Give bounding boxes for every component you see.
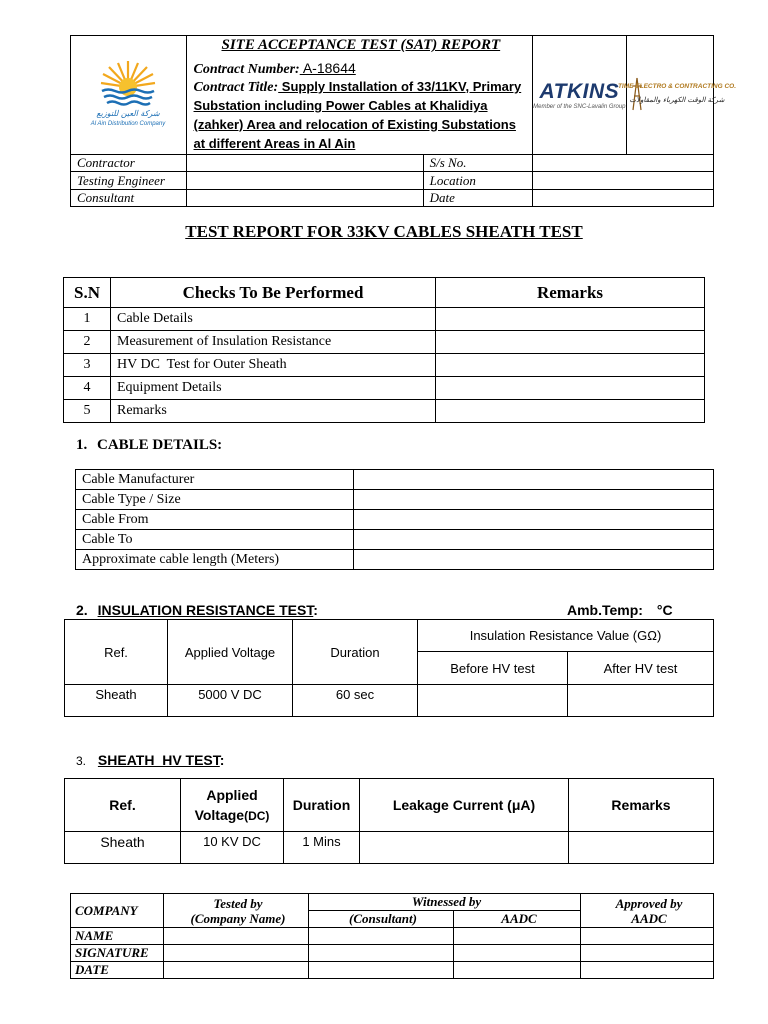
section-2-heading: 2. INSULATION RESISTANCE TEST: bbox=[76, 602, 318, 618]
consultant-value[interactable] bbox=[186, 190, 423, 207]
cable-length-value[interactable] bbox=[354, 550, 714, 570]
witnessed-by-header: Witnessed by bbox=[309, 894, 581, 911]
table-row bbox=[65, 832, 714, 864]
ir-after-cell[interactable] bbox=[568, 685, 714, 717]
atkins-logo: ATKINS Member of the SNC-Lavalin Group bbox=[533, 36, 626, 155]
ss-no-label: S/s No. bbox=[423, 155, 533, 172]
signature-consultant-cell[interactable] bbox=[309, 945, 454, 962]
name-label: NAME bbox=[71, 928, 164, 945]
hv-leakage-cell[interactable] bbox=[360, 832, 569, 864]
remarks-cell[interactable] bbox=[436, 400, 705, 423]
table-row bbox=[64, 308, 705, 331]
ir-col-before: Before HV test bbox=[418, 652, 568, 685]
cable-from-value[interactable] bbox=[354, 510, 714, 530]
testing-engineer-value[interactable] bbox=[186, 172, 423, 190]
location-value[interactable] bbox=[533, 172, 714, 190]
ir-col-ref: Ref. bbox=[65, 620, 168, 685]
table-row bbox=[64, 377, 705, 400]
col-header-sn: S.N bbox=[64, 278, 111, 308]
svg-text:شركة العين للتوزيع: شركة العين للتوزيع bbox=[96, 109, 160, 118]
remarks-cell[interactable] bbox=[436, 377, 705, 400]
svg-text:TIME ELECTRO & CONTRACTING CO.: TIME ELECTRO & CONTRACTING CO. bbox=[617, 83, 736, 90]
main-title: TEST REPORT FOR 33KV CABLES SHEATH TEST bbox=[185, 222, 583, 241]
remarks-cell[interactable] bbox=[436, 354, 705, 377]
hv-col-leakage: Leakage Current (μA) bbox=[360, 779, 569, 832]
ir-duration-cell: 60 sec bbox=[293, 685, 418, 717]
table-row bbox=[71, 928, 714, 945]
date-tested-cell[interactable] bbox=[164, 962, 309, 979]
date-aadc-cell[interactable] bbox=[454, 962, 581, 979]
check-cell: HV DC Test for Outer Sheath bbox=[111, 354, 436, 377]
table-row bbox=[76, 530, 714, 550]
cable-to-value[interactable] bbox=[354, 530, 714, 550]
table-row bbox=[64, 354, 705, 377]
col-header-remarks: Remarks bbox=[436, 278, 705, 308]
report-title: SITE ACCEPTANCE TEST (SAT) REPORT bbox=[221, 37, 501, 53]
hv-remarks-cell[interactable] bbox=[569, 832, 714, 864]
check-cell: Cable Details bbox=[111, 308, 436, 331]
signature-tested-cell[interactable] bbox=[164, 945, 309, 962]
sn-cell: 3 bbox=[64, 354, 111, 377]
cable-details-table bbox=[75, 469, 714, 570]
tower-icon bbox=[617, 74, 736, 112]
table-row bbox=[71, 945, 714, 962]
name-aadc-cell[interactable] bbox=[454, 928, 581, 945]
check-cell: Remarks bbox=[111, 400, 436, 423]
table-row bbox=[76, 510, 714, 530]
tested-by-header: Tested by (Company Name) bbox=[164, 894, 309, 928]
contract-number-label: Contract Number: bbox=[193, 62, 300, 77]
report-header bbox=[70, 35, 736, 207]
cable-type-label: Cable Type / Size bbox=[76, 490, 354, 510]
hv-duration-cell: 1 Mins bbox=[284, 832, 360, 864]
cable-manufacturer-value[interactable] bbox=[354, 470, 714, 490]
sn-cell: 5 bbox=[64, 400, 111, 423]
table-row bbox=[76, 550, 714, 570]
cable-length-label: Approximate cable length (Meters) bbox=[76, 550, 354, 570]
time-electro-logo bbox=[617, 36, 736, 155]
name-consultant-cell[interactable] bbox=[309, 928, 454, 945]
testing-engineer-label: Testing Engineer bbox=[71, 172, 187, 190]
sheath-hv-test-table bbox=[64, 778, 714, 864]
date-value[interactable] bbox=[533, 190, 714, 207]
contractor-value[interactable] bbox=[186, 155, 423, 172]
date-consultant-cell[interactable] bbox=[309, 962, 454, 979]
cable-from-label: Cable From bbox=[76, 510, 354, 530]
ir-col-voltage: Applied Voltage bbox=[168, 620, 293, 685]
cable-type-value[interactable] bbox=[354, 490, 714, 510]
section-3-heading: 3. SHEATH HV TEST: bbox=[76, 752, 225, 768]
contract-title-label: Contract Title: bbox=[193, 80, 279, 95]
ir-ref-cell: Sheath bbox=[65, 685, 168, 717]
table-row bbox=[65, 685, 714, 717]
table-row bbox=[76, 490, 714, 510]
ss-no-value[interactable] bbox=[533, 155, 714, 172]
checks-table bbox=[63, 277, 705, 423]
remarks-cell[interactable] bbox=[436, 331, 705, 354]
svg-text:شركة الوقت الكهرباء والمقاولات: شركة الوقت الكهرباء والمقاولات bbox=[629, 96, 725, 104]
ir-col-after: After HV test bbox=[568, 652, 714, 685]
contract-number-value: A-18644 bbox=[299, 60, 356, 76]
cable-to-label: Cable To bbox=[76, 530, 354, 550]
ir-before-cell[interactable] bbox=[418, 685, 568, 717]
col-header-checks: Checks To Be Performed bbox=[111, 278, 436, 308]
table-row bbox=[64, 400, 705, 423]
signature-aadc-cell[interactable] bbox=[454, 945, 581, 962]
signature-approved-cell[interactable] bbox=[581, 945, 714, 962]
hv-col-duration: Duration bbox=[284, 779, 360, 832]
contract-title-value: Supply Installation of 33/11KV, Primary Substation including Power Cables at Khalidiya (zahker) Area and relocation of Existing Substations at different Areas in Al Ain bbox=[193, 79, 522, 151]
aadc-sun-icon bbox=[78, 57, 178, 129]
sn-cell: 4 bbox=[64, 377, 111, 400]
sn-cell: 1 bbox=[64, 308, 111, 331]
hv-col-remarks: Remarks bbox=[569, 779, 714, 832]
hv-col-ref: Ref. bbox=[65, 779, 181, 832]
aadc-logo bbox=[71, 36, 187, 155]
remarks-cell[interactable] bbox=[436, 308, 705, 331]
contract-info bbox=[186, 36, 533, 155]
hv-ref-cell: Sheath bbox=[65, 832, 181, 864]
ir-col-duration: Duration bbox=[293, 620, 418, 685]
name-approved-cell[interactable] bbox=[581, 928, 714, 945]
signoff-table bbox=[70, 893, 714, 979]
hv-voltage-cell: 10 KV DC bbox=[181, 832, 284, 864]
date-approved-cell[interactable] bbox=[581, 962, 714, 979]
insulation-resistance-table bbox=[64, 619, 714, 717]
approved-by-header: Approved by AADC bbox=[581, 894, 714, 928]
ir-col-value: Insulation Resistance Value (GΩ) bbox=[418, 620, 714, 652]
check-cell: Equipment Details bbox=[111, 377, 436, 400]
aadc-header: AADC bbox=[454, 911, 581, 928]
ambient-temp: Amb.Temp: °C bbox=[567, 602, 673, 618]
company-label: COMPANY bbox=[71, 894, 164, 928]
date-label: Date bbox=[423, 190, 533, 207]
contractor-label: Contractor bbox=[71, 155, 187, 172]
location-label: Location bbox=[423, 172, 533, 190]
date-row-label: DATE bbox=[71, 962, 164, 979]
hv-col-voltage: Applied Voltage(DC) bbox=[181, 779, 284, 832]
signature-label: SIGNATURE bbox=[71, 945, 164, 962]
sn-cell: 2 bbox=[64, 331, 111, 354]
ir-voltage-cell: 5000 V DC bbox=[168, 685, 293, 717]
check-cell: Measurement of Insulation Resistance bbox=[111, 331, 436, 354]
name-tested-cell[interactable] bbox=[164, 928, 309, 945]
section-1-heading: 1. CABLE DETAILS: bbox=[76, 437, 223, 453]
consultant-label: Consultant bbox=[71, 190, 187, 207]
consultant-header: (Consultant) bbox=[309, 911, 454, 928]
svg-text:Al Ain Distribution Company: Al Ain Distribution Company bbox=[91, 121, 166, 127]
table-row bbox=[76, 470, 714, 490]
cable-manufacturer-label: Cable Manufacturer bbox=[76, 470, 354, 490]
table-row bbox=[71, 962, 714, 979]
table-row bbox=[64, 331, 705, 354]
